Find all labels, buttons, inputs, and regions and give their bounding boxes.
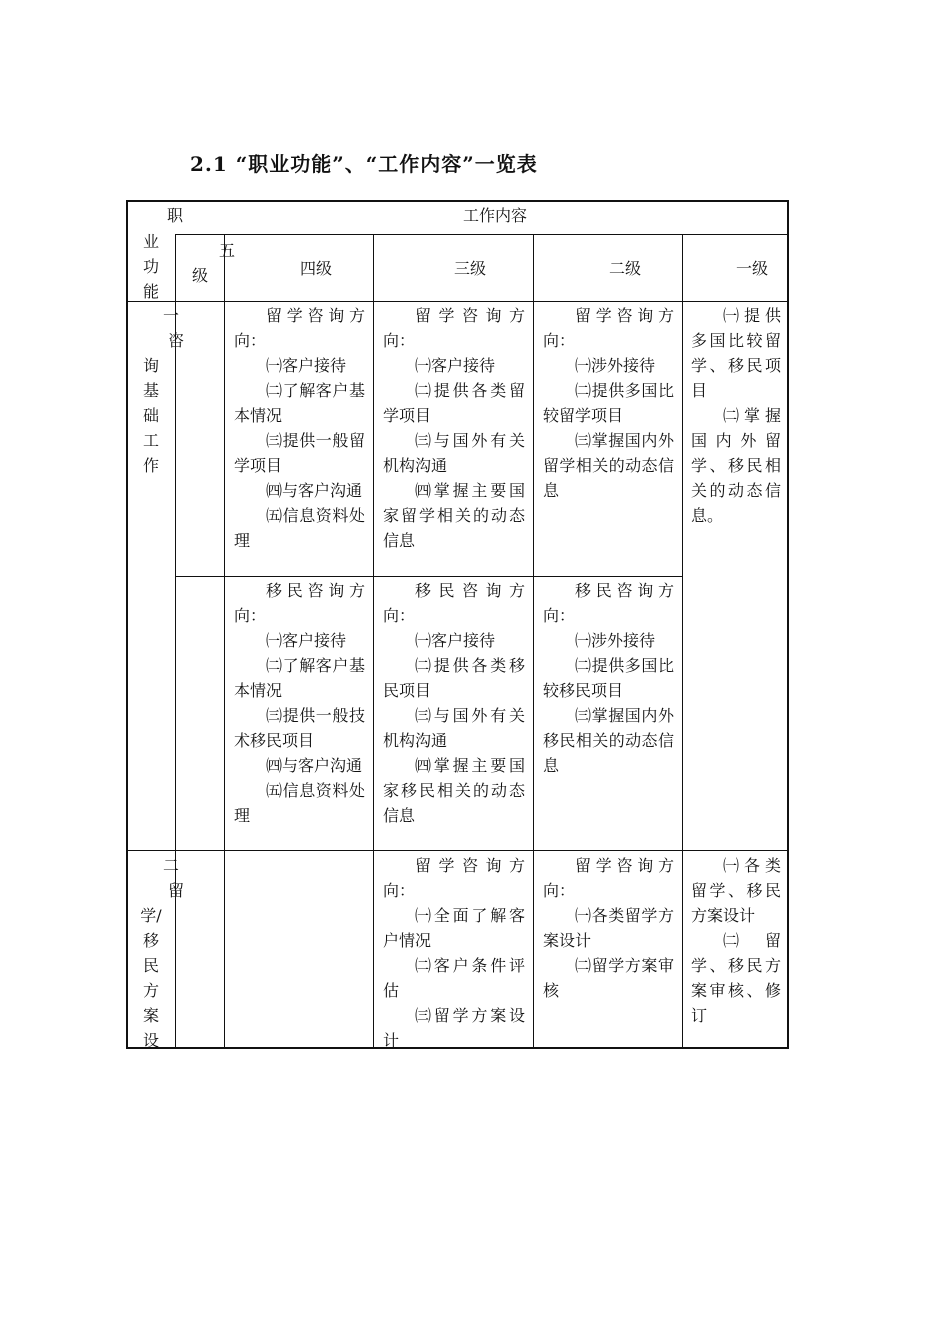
func-2-char: 案: [142, 1006, 159, 1025]
cell-line: ㈡提供各类留学项目: [383, 381, 525, 425]
cell-level4-immigration: [234, 578, 365, 828]
func-1-char: 作: [142, 456, 159, 475]
cell-line: ㈡留学方案审核: [543, 956, 674, 1000]
header-level5-top: 五: [219, 241, 236, 260]
cell-line: ㈢留学方案设计: [383, 1006, 525, 1050]
cell-line: ㈣与客户沟通: [266, 756, 363, 775]
cell-line: ㈠全面了解客户情况: [383, 906, 525, 950]
cell-line: ㈣掌握主要国家移民相关的动态信息: [383, 756, 525, 825]
cell-line: ㈠客户接待: [415, 356, 496, 375]
header-level4: 四级: [300, 259, 333, 278]
cell-level4-study: [234, 303, 365, 553]
grid-line: [533, 234, 534, 1049]
cell-line: ㈤信息资料处理: [234, 506, 365, 550]
grid-line: [175, 234, 789, 235]
cell-line: ㈠各类留学方案设计: [543, 906, 674, 950]
header-func-top: 职: [167, 206, 184, 225]
cell-line: ㈢与国外有关机构沟通: [383, 431, 525, 475]
cell-line: ㈢提供一般留学项目: [234, 431, 365, 475]
grid-line: [224, 234, 225, 1049]
header-func-char-2: 功: [142, 257, 159, 276]
func-1-char: 工: [142, 431, 159, 450]
func-1-char: 询: [142, 356, 159, 375]
cell-line: ㈠客户接待: [266, 631, 347, 650]
func-2-top: 二: [163, 856, 180, 875]
cell-line: ㈣与客户沟通: [266, 481, 363, 500]
cell-line: ㈠客户接待: [266, 356, 347, 375]
header-level2: 二级: [609, 259, 642, 278]
header-level3: 三级: [454, 259, 487, 278]
func-2-second: 留: [168, 881, 185, 900]
cell-level2-plan: [543, 853, 674, 1003]
cell-line: ㈢与国外有关机构沟通: [383, 706, 525, 750]
cell-line: ㈤信息资料处理: [234, 781, 365, 825]
cell-line: ㈡客户条件评估: [383, 956, 525, 1000]
cell-line: ㈡掌握国内外留学、移民相关的动态信息。: [691, 406, 781, 525]
cell-level2-study: [543, 303, 674, 503]
func-2-char: 移: [142, 931, 159, 950]
cell-line: ㈢掌握国内外留学相关的动态信息: [543, 431, 674, 500]
cell-line: ㈢掌握国内外移民相关的动态信息: [543, 706, 674, 775]
cell-line: 留学咨询方向：: [383, 856, 525, 900]
cell-line: ㈢提供一般技术移民项目: [234, 706, 365, 750]
header-func-char-3: 能: [142, 282, 159, 301]
func-2-char: 方: [142, 981, 159, 1000]
header-work-content: 工作内容: [463, 206, 528, 225]
cell-line: 留学咨询方向：: [543, 306, 674, 350]
func-2-char: 民: [142, 956, 159, 975]
cell-line: 移民咨询方向：: [234, 581, 365, 625]
cell-level1-plan: [691, 853, 781, 1028]
cell-line: ㈠涉外接待: [575, 356, 656, 375]
cell-line: ㈡ 留学、移民方案审核、修订: [691, 931, 781, 1025]
grid-line: [127, 301, 789, 302]
header-level1: 一级: [736, 259, 769, 278]
func-1-char: 基: [142, 381, 159, 400]
cell-line: ㈠客户接待: [415, 631, 496, 650]
header-level5-bottom: 级: [192, 266, 209, 285]
cell-line: ㈣掌握主要国家留学相关的动态信息: [383, 481, 525, 550]
func-1-top: 一: [163, 306, 180, 325]
func-2-char: 学/: [140, 906, 162, 925]
cell-line: 留学咨询方向：: [543, 856, 674, 900]
func-1-second: 咨: [168, 331, 185, 350]
grid-line: [175, 234, 176, 1049]
cell-line: 留学咨询方向：: [383, 306, 525, 350]
page-title: 2.1 “职业功能”、“工作内容”一览表: [190, 152, 538, 176]
cell-level3-plan: [383, 853, 525, 1053]
func-1-char: 础: [142, 406, 159, 425]
grid-line: [682, 234, 683, 1049]
cell-line: ㈡提供多国比较移民项目: [543, 656, 674, 700]
grid-line: [127, 850, 789, 851]
cell-line: ㈡提供多国比较留学项目: [543, 381, 674, 425]
cell-level3-immigration: [383, 578, 525, 828]
cell-line: ㈠涉外接待: [575, 631, 656, 650]
cell-line: 移民咨询方向：: [383, 581, 525, 625]
cell-line: ㈠提供多国比较留学、移民项目: [691, 306, 781, 400]
cell-line: ㈡提供各类移民项目: [383, 656, 525, 700]
cell-level2-immigration: [543, 578, 674, 778]
grid-line: [373, 234, 374, 1049]
cell-line: ㈠各类留学、移民方案设计: [691, 856, 781, 925]
header-func-char-1: 业: [142, 232, 159, 251]
cell-line: 移民咨询方向：: [543, 581, 674, 625]
grid-line: [175, 576, 682, 577]
cell-level3-study: [383, 303, 525, 553]
cell-level1-consult: [691, 303, 781, 528]
cell-line: ㈡了解客户基本情况: [234, 656, 365, 700]
cell-line: ㈡了解客户基本情况: [234, 381, 365, 425]
func-2-char: 设: [142, 1031, 159, 1050]
cell-line: 留学咨询方向：: [234, 306, 365, 350]
